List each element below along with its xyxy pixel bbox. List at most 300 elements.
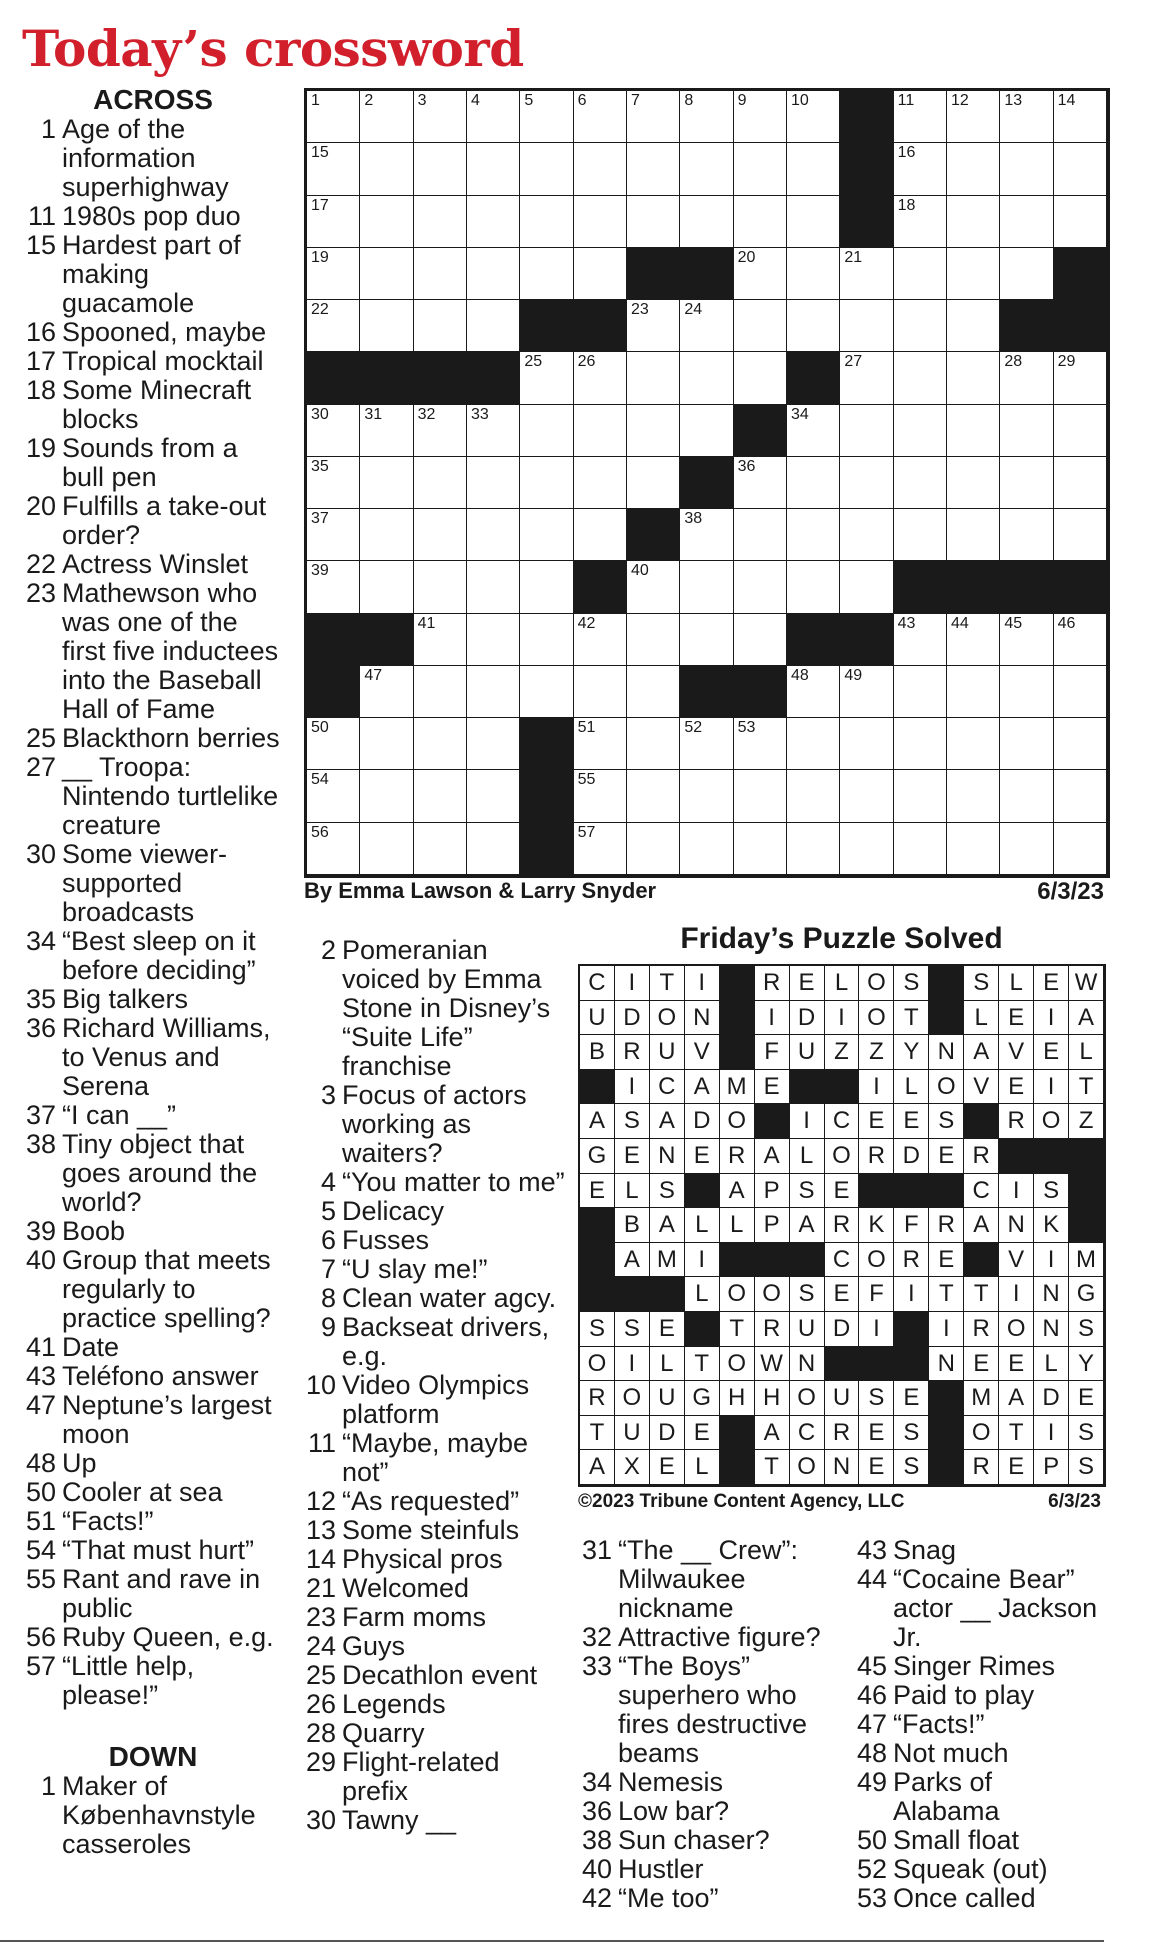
clue-text: Physical pros [342,1544,503,1574]
grid-cell[interactable] [1054,770,1107,822]
grid-cell[interactable] [574,770,627,822]
grid-cell[interactable] [414,457,467,509]
grid-cell[interactable] [307,143,360,195]
solution-letter: D [825,1312,860,1347]
clue-number: 48 [856,1738,887,1768]
grid-cell[interactable] [680,561,733,613]
grid-cell[interactable] [1054,718,1107,770]
grid-cell[interactable] [467,666,520,718]
clue-text: Cooler at sea [62,1477,223,1507]
grid-cell[interactable] [467,823,520,875]
grid-cell[interactable] [467,248,520,300]
solution-letter: C [650,1070,685,1105]
solution-black-square [755,1243,790,1278]
grid-cell[interactable] [307,457,360,509]
grid-cell[interactable] [787,561,840,613]
crossword-grid[interactable] [304,88,1110,878]
grid-cell[interactable] [840,352,893,404]
solution-letter: L [894,1070,929,1105]
grid-black-square [680,666,733,718]
grid-cell[interactable] [1054,405,1107,457]
grid-cell[interactable] [1000,823,1053,875]
clue-text: “Cocaine Bear” actor __ Jackson Jr. [893,1564,1098,1652]
grid-cell[interactable] [840,300,893,352]
grid-cell[interactable] [307,509,360,561]
grid-cell[interactable] [680,823,733,875]
grid-cell[interactable] [467,405,520,457]
grid-cell[interactable] [787,457,840,509]
grid-cell[interactable] [520,614,573,666]
grid-cell[interactable] [894,196,947,248]
grid-cell[interactable] [574,614,627,666]
grid-cell[interactable] [414,300,467,352]
clue-number: 7 [320,1254,336,1284]
grid-cell[interactable] [467,509,520,561]
grid-cell[interactable] [627,143,680,195]
grid-cell[interactable] [520,248,573,300]
down-clue-list-1 [22,1772,284,1859]
grid-cell[interactable] [680,718,733,770]
grid-cell[interactable] [574,457,627,509]
clue [853,1652,1103,1681]
clue-text: Attractive figure? [618,1622,821,1652]
down-clue-list-2 [302,936,570,1835]
grid-cell[interactable] [307,405,360,457]
grid-cell[interactable] [787,300,840,352]
solution-letter: U [650,1381,685,1416]
grid-cell[interactable] [1054,509,1107,561]
grid-cell[interactable] [734,718,787,770]
grid-cell[interactable] [360,457,413,509]
solution-letter: I [1034,1243,1069,1278]
clue-number: 50 [856,1825,887,1855]
grid-black-square [307,352,360,404]
solution-black-square [580,1070,615,1105]
grid-cell[interactable] [360,196,413,248]
grid-cell[interactable] [307,561,360,613]
grid-cell[interactable] [894,248,947,300]
clue [302,1081,570,1168]
solution-letter: L [1034,1347,1069,1382]
grid-cell[interactable] [734,614,787,666]
grid-cell[interactable] [1000,91,1053,143]
cell-number: 49 [844,666,863,684]
grid-cell[interactable] [894,457,947,509]
grid-cell[interactable] [307,823,360,875]
grid-cell[interactable] [894,405,947,457]
clue [302,1313,570,1371]
clue-text: __ Troopa: Nintendo turtlelike creature [62,752,279,840]
grid-cell[interactable] [574,196,627,248]
grid-cell[interactable] [627,614,680,666]
grid-cell[interactable] [574,143,627,195]
grid-cell[interactable] [1054,666,1107,718]
grid-cell[interactable] [734,352,787,404]
grid-cell[interactable] [627,718,680,770]
clue-number: 1 [40,1771,56,1801]
grid-cell[interactable] [947,666,1000,718]
grid-cell[interactable] [840,823,893,875]
grid-cell[interactable] [734,196,787,248]
grid-cell[interactable] [414,509,467,561]
grid-cell[interactable] [787,143,840,195]
clue-number: 27 [25,752,56,782]
grid-cell[interactable] [894,352,947,404]
clue-number: 20 [25,491,56,521]
grid-cell[interactable] [627,457,680,509]
grid-cell[interactable] [947,248,1000,300]
clue-text: Farm moms [342,1602,486,1632]
grid-black-square [574,561,627,613]
solution-letter: E [685,1416,720,1451]
clue-number: 56 [25,1622,56,1652]
solution-letter: X [615,1450,650,1485]
grid-cell[interactable] [1000,614,1053,666]
clue-text: Spooned, maybe [62,317,267,347]
grid-cell[interactable] [1000,718,1053,770]
grid-cell[interactable] [680,91,733,143]
grid-cell[interactable] [787,405,840,457]
grid-cell[interactable] [307,248,360,300]
clue-text: “I can __” [62,1100,177,1130]
solution-letter: A [685,1070,720,1105]
grid-cell[interactable] [307,300,360,352]
grid-cell[interactable] [1054,823,1107,875]
clue [302,1748,570,1806]
solution-letter: E [999,1347,1034,1382]
grid-cell[interactable] [840,509,893,561]
clue [853,1710,1103,1739]
grid-cell[interactable] [787,823,840,875]
grid-cell[interactable] [787,718,840,770]
copyright: ©2023 Tribune Content Agency, LLC [578,1491,905,1512]
solution-letter: N [685,1001,720,1036]
grid-cell[interactable] [894,666,947,718]
grid-black-square [360,352,413,404]
grid-cell[interactable] [520,91,573,143]
solution-letter: A [755,1139,790,1174]
clue [302,1661,570,1690]
grid-cell[interactable] [947,614,1000,666]
grid-cell[interactable] [467,300,520,352]
grid-cell[interactable] [787,666,840,718]
grid-cell[interactable] [787,770,840,822]
cell-number: 47 [364,666,383,684]
grid-cell[interactable] [894,91,947,143]
grid-cell[interactable] [627,300,680,352]
clue-text: Some Minecraft blocks [62,375,252,434]
grid-cell[interactable] [734,143,787,195]
solution-letter: I [859,1312,894,1347]
solution-letter: D [650,1416,685,1451]
solution-black-square [580,1277,615,1312]
grid-cell[interactable] [1000,509,1053,561]
solution-letter: S [580,1312,615,1347]
grid-cell[interactable] [840,248,893,300]
grid-cell[interactable] [680,196,733,248]
grid-cell[interactable] [520,352,573,404]
clue-text: Date [62,1332,120,1362]
grid-cell[interactable] [947,352,1000,404]
grid-cell[interactable] [360,561,413,613]
clue-text: Tawny __ [342,1805,457,1835]
grid-cell[interactable] [307,770,360,822]
clue-text: Richard Williams, to Venus and Serena [62,1013,271,1101]
cell-number: 34 [791,405,809,423]
grid-cell[interactable] [414,143,467,195]
grid-cell[interactable] [947,718,1000,770]
clue [302,1516,570,1545]
grid-cell[interactable] [360,91,413,143]
solution-letter: V [999,1035,1034,1070]
solution-letter: L [1069,1035,1104,1070]
grid-cell[interactable] [787,509,840,561]
solution-letter: O [580,1347,615,1382]
clue-text: Rant and rave in public [62,1564,261,1623]
grid-cell[interactable] [360,300,413,352]
grid-cell[interactable] [627,666,680,718]
grid-cell[interactable] [467,614,520,666]
grid-cell[interactable] [894,770,947,822]
solution-letter: I [755,1001,790,1036]
grid-cell[interactable] [734,509,787,561]
solution-letter: T [1069,1070,1104,1105]
grid-cell[interactable] [947,91,1000,143]
grid-cell[interactable] [734,561,787,613]
solution-black-square [1069,1139,1104,1174]
grid-cell[interactable] [520,196,573,248]
grid-cell[interactable] [1000,666,1053,718]
grid-cell[interactable] [414,823,467,875]
cell-number: 38 [684,510,703,528]
grid-cell[interactable] [360,143,413,195]
grid-cell[interactable] [947,196,1000,248]
grid-cell[interactable] [734,770,787,822]
clue-text: Paid to play [893,1680,1035,1710]
grid-cell[interactable] [787,248,840,300]
grid-cell[interactable] [574,352,627,404]
grid-cell[interactable] [574,405,627,457]
grid-cell[interactable] [574,91,627,143]
grid-cell[interactable] [947,405,1000,457]
clue-text: Big talkers [62,984,189,1014]
grid-cell[interactable] [307,196,360,248]
clue [22,753,284,840]
grid-cell[interactable] [1000,457,1053,509]
solution-letter: M [1069,1243,1104,1278]
grid-cell[interactable] [574,666,627,718]
grid-cell[interactable] [414,718,467,770]
grid-cell[interactable] [734,823,787,875]
clue [22,1565,284,1623]
grid-cell[interactable] [840,405,893,457]
grid-cell[interactable] [787,91,840,143]
clue [302,1574,570,1603]
clue [22,1391,284,1449]
grid-cell[interactable] [1054,614,1107,666]
grid-cell[interactable] [894,614,947,666]
clue-number: 55 [25,1564,56,1594]
grid-cell[interactable] [467,91,520,143]
clue-number: 21 [305,1573,336,1603]
grid-cell[interactable] [680,614,733,666]
cell-number: 31 [364,405,383,423]
grid-cell[interactable] [894,509,947,561]
solution-letter: O [1034,1104,1069,1139]
grid-cell[interactable] [467,770,520,822]
solution-letter: E [894,1104,929,1139]
grid-cell[interactable] [627,196,680,248]
grid-cell[interactable] [1000,405,1053,457]
solution-letter: E [859,1416,894,1451]
grid-black-square [787,614,840,666]
solution-letter: T [685,1347,720,1382]
grid-cell[interactable] [414,91,467,143]
clue [22,231,284,318]
clue-text: Low bar? [618,1796,730,1826]
cell-number: 9 [737,92,747,109]
grid-cell[interactable] [627,823,680,875]
grid-cell[interactable] [627,352,680,404]
grid-cell[interactable] [947,770,1000,822]
solution-letter: L [825,966,860,1001]
grid-cell[interactable] [947,300,1000,352]
clue [22,1101,284,1130]
grid-cell[interactable] [520,509,573,561]
grid-cell[interactable] [1000,248,1053,300]
grid-cell[interactable] [414,561,467,613]
grid-cell[interactable] [574,718,627,770]
cell-number: 54 [311,771,329,789]
clue-text: “You matter to me” [342,1167,565,1197]
grid-cell[interactable] [414,770,467,822]
grid-cell[interactable] [307,718,360,770]
grid-cell[interactable] [894,823,947,875]
grid-cell[interactable] [1054,196,1107,248]
cell-number: 15 [311,144,329,162]
grid-cell[interactable] [467,457,520,509]
clue-number: 34 [25,926,56,956]
grid-cell[interactable] [414,614,467,666]
solution-letter: S [615,1104,650,1139]
grid-cell[interactable] [414,196,467,248]
grid-cell[interactable] [734,248,787,300]
grid-cell[interactable] [467,196,520,248]
solution-letter: S [790,1174,825,1209]
grid-cell[interactable] [947,509,1000,561]
grid-cell[interactable] [627,91,680,143]
grid-cell[interactable] [1054,91,1107,143]
solution-letter: A [1069,1001,1104,1036]
grid-cell[interactable] [467,561,520,613]
grid-cell[interactable] [414,248,467,300]
grid-cell[interactable] [840,770,893,822]
solution-black-square [825,1347,860,1382]
solution-letter: P [755,1174,790,1209]
grid-cell[interactable] [627,561,680,613]
grid-cell[interactable] [307,91,360,143]
grid-cell[interactable] [840,666,893,718]
grid-cell[interactable] [467,718,520,770]
grid-cell[interactable] [360,666,413,718]
solution-letter: K [859,1208,894,1243]
grid-cell[interactable] [680,509,733,561]
grid-cell[interactable] [414,666,467,718]
clue [22,1246,284,1333]
grid-cell[interactable] [894,718,947,770]
grid-cell[interactable] [520,457,573,509]
solution-letter: N [825,1450,860,1485]
grid-cell[interactable] [520,561,573,613]
solution-letter: I [790,1104,825,1139]
grid-cell[interactable] [947,823,1000,875]
grid-cell[interactable] [1054,143,1107,195]
grid-cell[interactable] [1000,143,1053,195]
grid-cell[interactable] [680,352,733,404]
grid-cell[interactable] [1054,352,1107,404]
solution-letter: A [580,1104,615,1139]
solution-letter: Y [894,1035,929,1070]
clue-number: 29 [305,1747,336,1777]
grid-cell[interactable] [734,457,787,509]
clue-text: Pomeranian voiced by Emma Stone in Disney’s “Suite Life” franchise [342,935,551,1081]
clue-text: Sun chaser? [618,1825,770,1855]
grid-cell[interactable] [1000,196,1053,248]
solution-letter: U [790,1312,825,1347]
grid-cell[interactable] [520,143,573,195]
grid-cell[interactable] [467,143,520,195]
grid-cell[interactable] [627,405,680,457]
clue-number: 25 [25,723,56,753]
grid-cell[interactable] [360,248,413,300]
grid-cell[interactable] [680,405,733,457]
grid-cell[interactable] [840,457,893,509]
grid-cell[interactable] [360,509,413,561]
grid-cell[interactable] [574,509,627,561]
grid-cell[interactable] [574,248,627,300]
grid-cell[interactable] [520,666,573,718]
grid-cell[interactable] [360,770,413,822]
grid-cell[interactable] [894,300,947,352]
cell-number: 48 [791,666,809,684]
grid-cell[interactable] [574,823,627,875]
grid-cell[interactable] [840,718,893,770]
grid-cell[interactable] [787,196,840,248]
grid-cell[interactable] [894,143,947,195]
grid-cell[interactable] [947,457,1000,509]
solution-letter: S [1034,1174,1069,1209]
grid-cell[interactable] [1000,352,1053,404]
grid-cell[interactable] [680,143,733,195]
grid-cell[interactable] [360,405,413,457]
grid-cell[interactable] [734,91,787,143]
grid-cell[interactable] [360,718,413,770]
grid-cell[interactable] [680,300,733,352]
grid-cell[interactable] [520,405,573,457]
grid-cell[interactable] [1000,770,1053,822]
solution-letter: E [999,1450,1034,1485]
grid-cell[interactable] [1054,457,1107,509]
solution-letter: D [790,1001,825,1036]
grid-cell[interactable] [627,770,680,822]
grid-cell[interactable] [360,823,413,875]
grid-cell[interactable] [840,561,893,613]
grid-cell[interactable] [734,300,787,352]
grid-cell[interactable] [947,143,1000,195]
solution-letter: M [650,1243,685,1278]
grid-cell[interactable] [680,770,733,822]
grid-cell[interactable] [414,405,467,457]
